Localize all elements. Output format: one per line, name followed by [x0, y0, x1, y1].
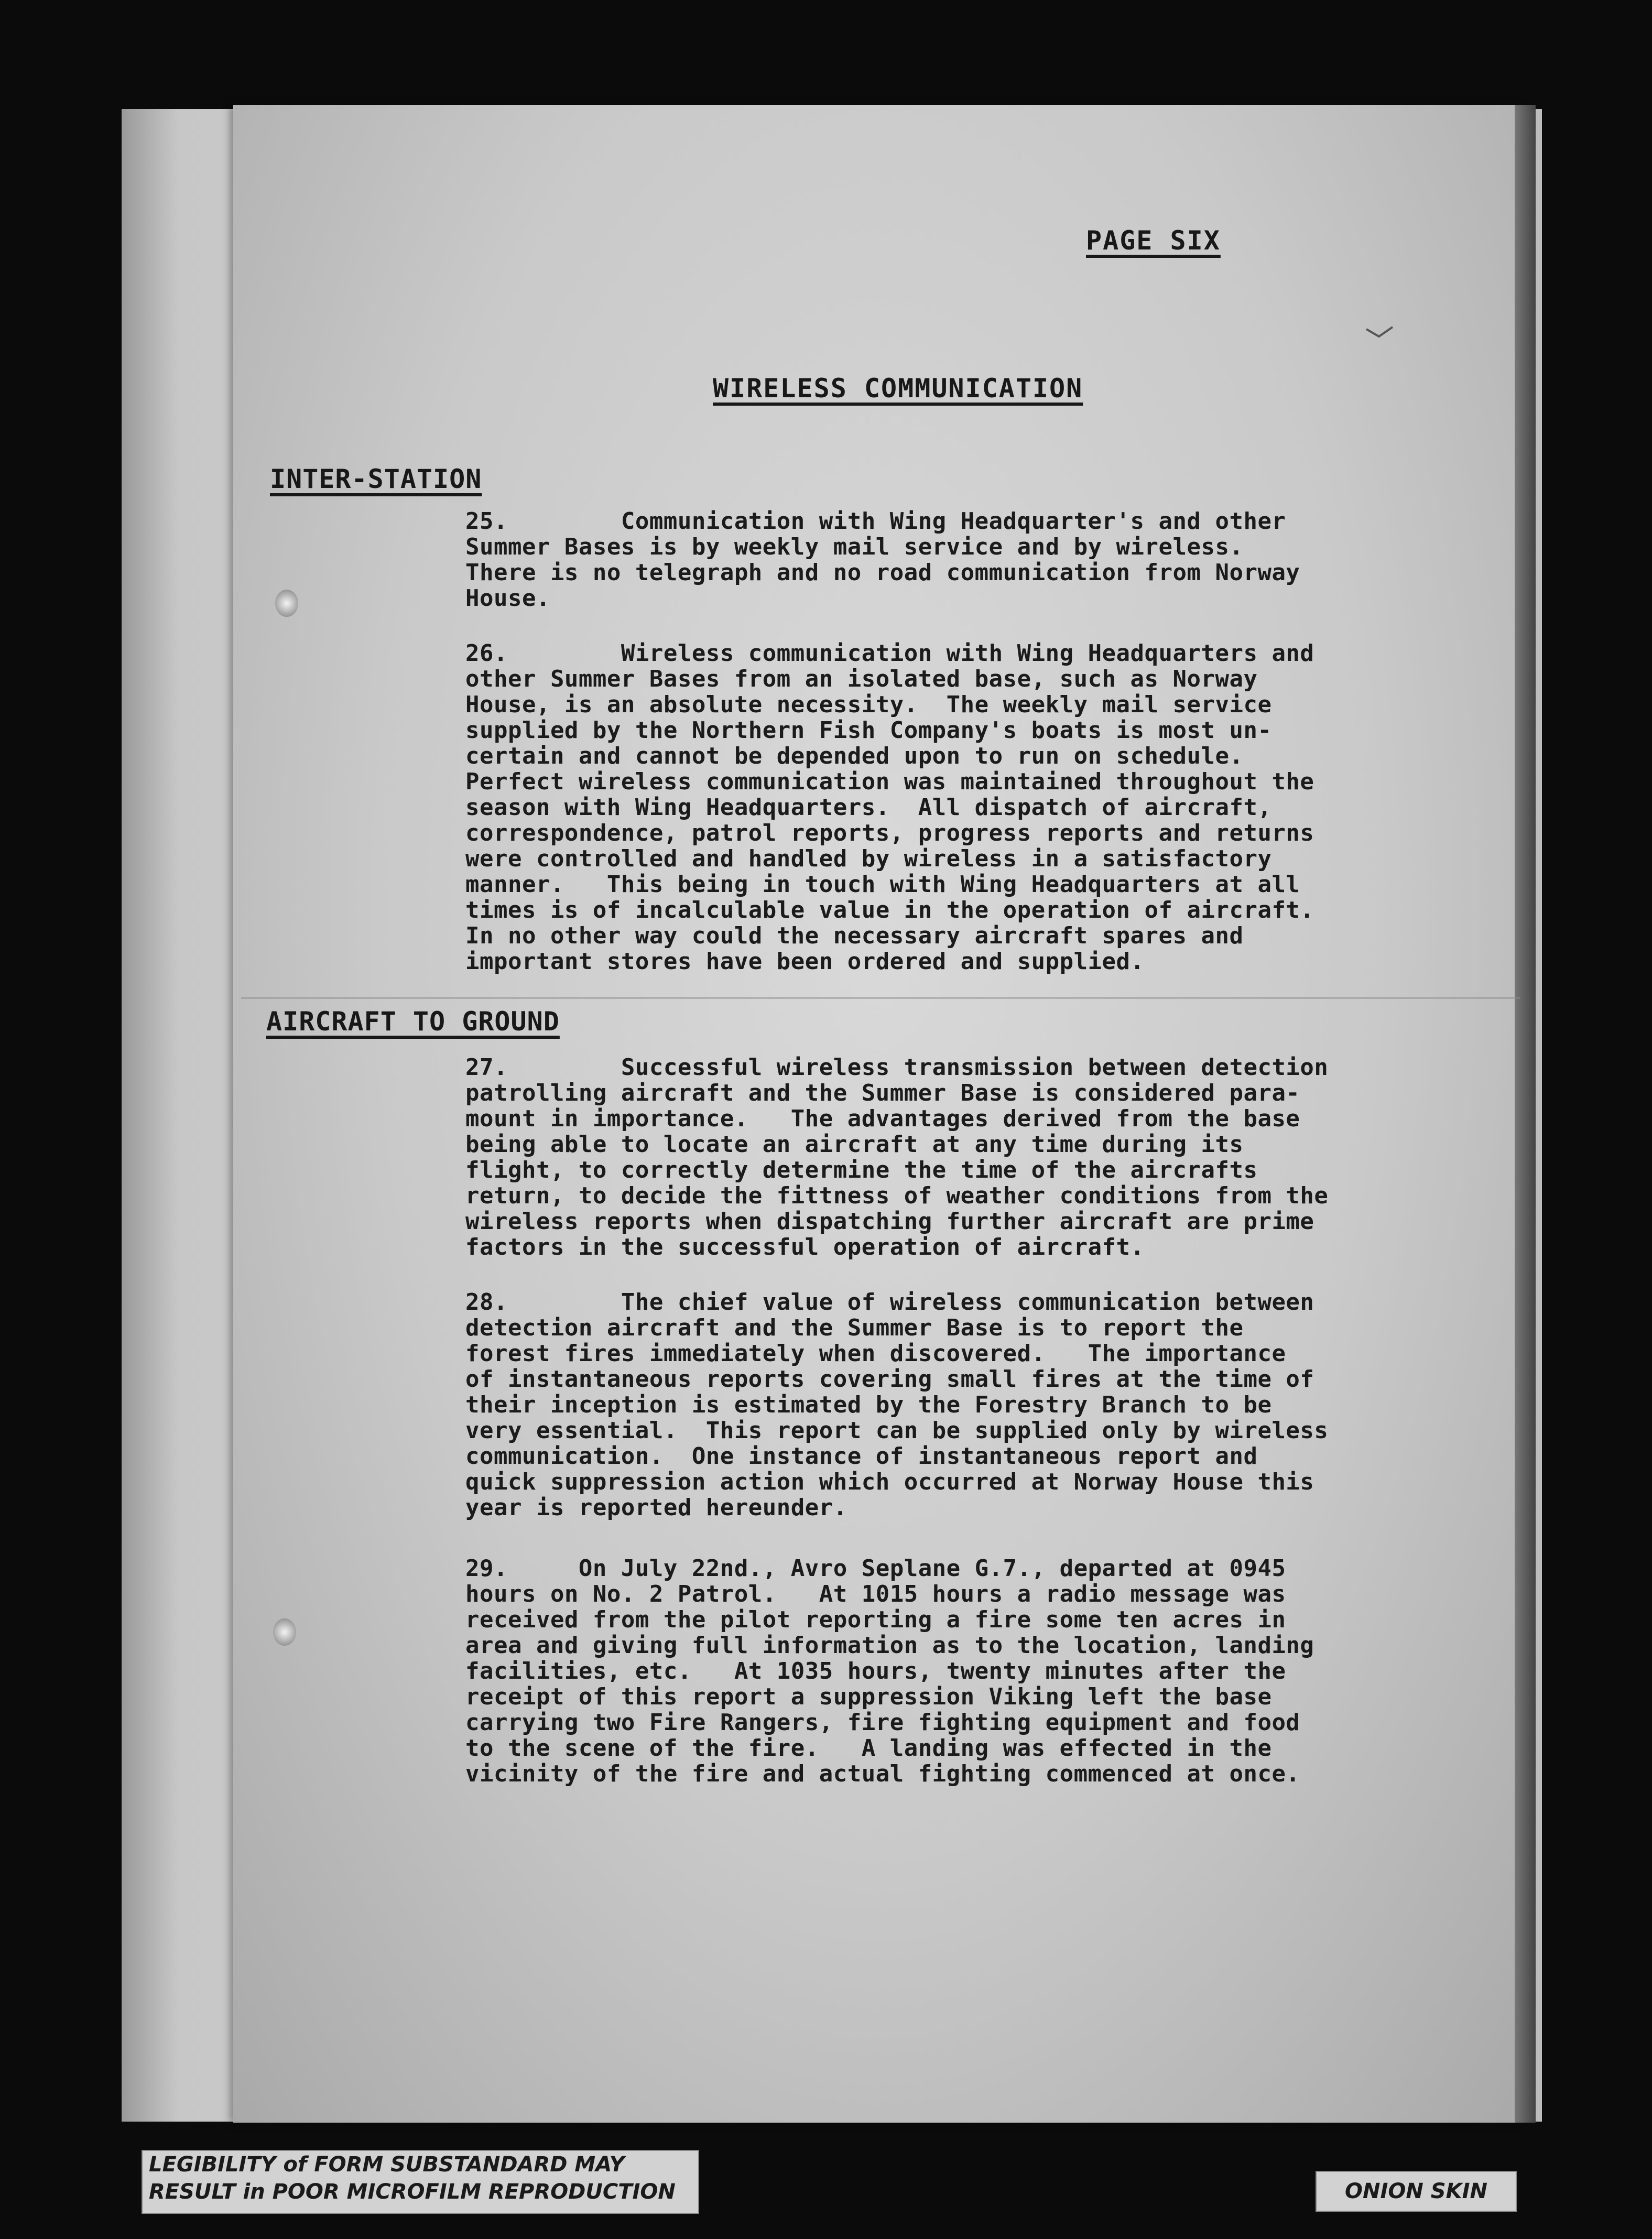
- paragraph-line: were controlled and handled by wireless in a satisfactory: [465, 845, 1272, 872]
- paragraph-line: their inception is estimated by the Forestry Branch to be: [465, 1392, 1272, 1418]
- paragraph-line: flight, to correctly determine the time of the aircrafts: [465, 1157, 1258, 1183]
- paragraph-line: being able to locate an aircraft at any time during its: [465, 1131, 1244, 1158]
- paragraph-line: 29. On July 22nd., Avro Seplane G.7., departed at 0945: [465, 1555, 1286, 1582]
- paragraph-line: In no other way could the necessary aircraft spares and: [465, 922, 1244, 949]
- paragraph-line: quick suppression action which occurred at Norway House this: [465, 1469, 1314, 1495]
- paragraph-line: mount in importance. The advantages derived from the base: [465, 1105, 1300, 1132]
- paragraph-line: very essential. This report can be supplied only by wireless: [465, 1417, 1329, 1444]
- paragraph-line: Perfect wireless communication was maintained throughout the: [465, 768, 1314, 795]
- paragraph-line: area and giving full information as to the location, landing: [465, 1632, 1314, 1659]
- document-title: WIRELESS COMMUNICATION: [713, 373, 1083, 404]
- paragraph-line: 28. The chief value of wireless communication between: [465, 1289, 1314, 1316]
- paragraph-line: 25. Communication with Wing Headquarter's and other: [465, 508, 1286, 535]
- paragraph-25: [465, 508, 1461, 611]
- legibility-warning-line-2: RESULT in POOR MICROFILM REPRODUCTION: [149, 2180, 676, 2204]
- paragraph-line: 27. Successful wireless transmission between detection: [465, 1054, 1329, 1081]
- paragraph-line: received from the pilot reporting a fire some ten acres in: [465, 1606, 1286, 1633]
- paragraph-line: communication. One instance of instantaneous report and: [465, 1443, 1258, 1470]
- paragraph-line: supplied by the Northern Fish Company's boats is most un-: [465, 717, 1272, 744]
- paragraph-27: [465, 1055, 1461, 1260]
- paragraph-line: There is no telegraph and no road communication from Norway: [465, 559, 1300, 586]
- section-heading-inter-station: INTER-STATION: [270, 464, 482, 494]
- paragraph-line: season with Wing Headquarters. All dispatch of aircraft,: [465, 794, 1272, 821]
- section-heading-aircraft-to-ground: AIRCRAFT TO GROUND: [266, 1006, 560, 1037]
- paragraph-line: correspondence, patrol reports, progress reports and returns: [465, 820, 1314, 846]
- page-number: PAGE SIX: [1086, 225, 1221, 256]
- paragraph-line: year is reported hereunder.: [465, 1494, 847, 1521]
- legibility-warning-label: [142, 2150, 699, 2214]
- paragraph-26: [465, 640, 1461, 974]
- paragraph-line: other Summer Bases from an isolated base, such as Norway: [465, 666, 1258, 692]
- legibility-warning-line-1: LEGIBILITY of FORM SUBSTANDARD MAY: [149, 2153, 625, 2177]
- punch-hole-upper: [275, 590, 298, 617]
- paragraph-28: [465, 1289, 1461, 1520]
- paragraph-line: facilities, etc. At 1035 hours, twenty minutes after the: [465, 1658, 1286, 1684]
- paragraph-line: certain and cannot be depended upon to run on schedule.: [465, 743, 1244, 769]
- paragraph-line: House.: [465, 585, 550, 612]
- paragraph-line: wireless reports when dispatching further aircraft are prime: [465, 1208, 1314, 1235]
- paragraph-line: important stores have been ordered and supplied.: [465, 948, 1145, 975]
- check-mark-icon: [1365, 326, 1394, 339]
- paragraph-29: [465, 1556, 1461, 1787]
- paragraph-line: factors in the successful operation of aircraft.: [465, 1234, 1145, 1260]
- paragraph-line: of instantaneous reports covering small fires at the time of: [465, 1366, 1314, 1393]
- paragraph-line: return, to decide the fittness of weather conditions from the: [465, 1182, 1329, 1209]
- paragraph-line: hours on No. 2 Patrol. At 1015 hours a radio message was: [465, 1581, 1286, 1607]
- paragraph-line: House, is an absolute necessity. The weekly mail service: [465, 691, 1272, 718]
- paragraph-line: forest fires immediately when discovered. The importance: [465, 1340, 1286, 1367]
- paragraph-line: Summer Bases is by weekly mail service and by wireless.: [465, 534, 1244, 560]
- onion-skin-label: ONION SKIN: [1316, 2171, 1517, 2212]
- paragraph-line: manner. This being in touch with Wing Headquarters at all: [465, 871, 1300, 898]
- page-fold-line: [241, 997, 1520, 999]
- paragraph-line: patrolling aircraft and the Summer Base is considered para-: [465, 1080, 1300, 1106]
- paragraph-line: vicinity of the fire and actual fighting commenced at once.: [465, 1760, 1300, 1787]
- paragraph-line: receipt of this report a suppression Viking left the base: [465, 1683, 1272, 1710]
- paragraph-line: carrying two Fire Rangers, fire fighting equipment and food: [465, 1709, 1300, 1736]
- paragraph-line: detection aircraft and the Summer Base is to report the: [465, 1314, 1244, 1341]
- paragraph-line: to the scene of the fire. A landing was effected in the: [465, 1735, 1272, 1762]
- page-edge-shadow: [1515, 105, 1536, 2123]
- punch-hole-lower: [273, 1618, 296, 1646]
- paragraph-line: times is of incalculable value in the operation of aircraft.: [465, 897, 1314, 923]
- paragraph-line: 26. Wireless communication with Wing Headquarters and: [465, 640, 1314, 667]
